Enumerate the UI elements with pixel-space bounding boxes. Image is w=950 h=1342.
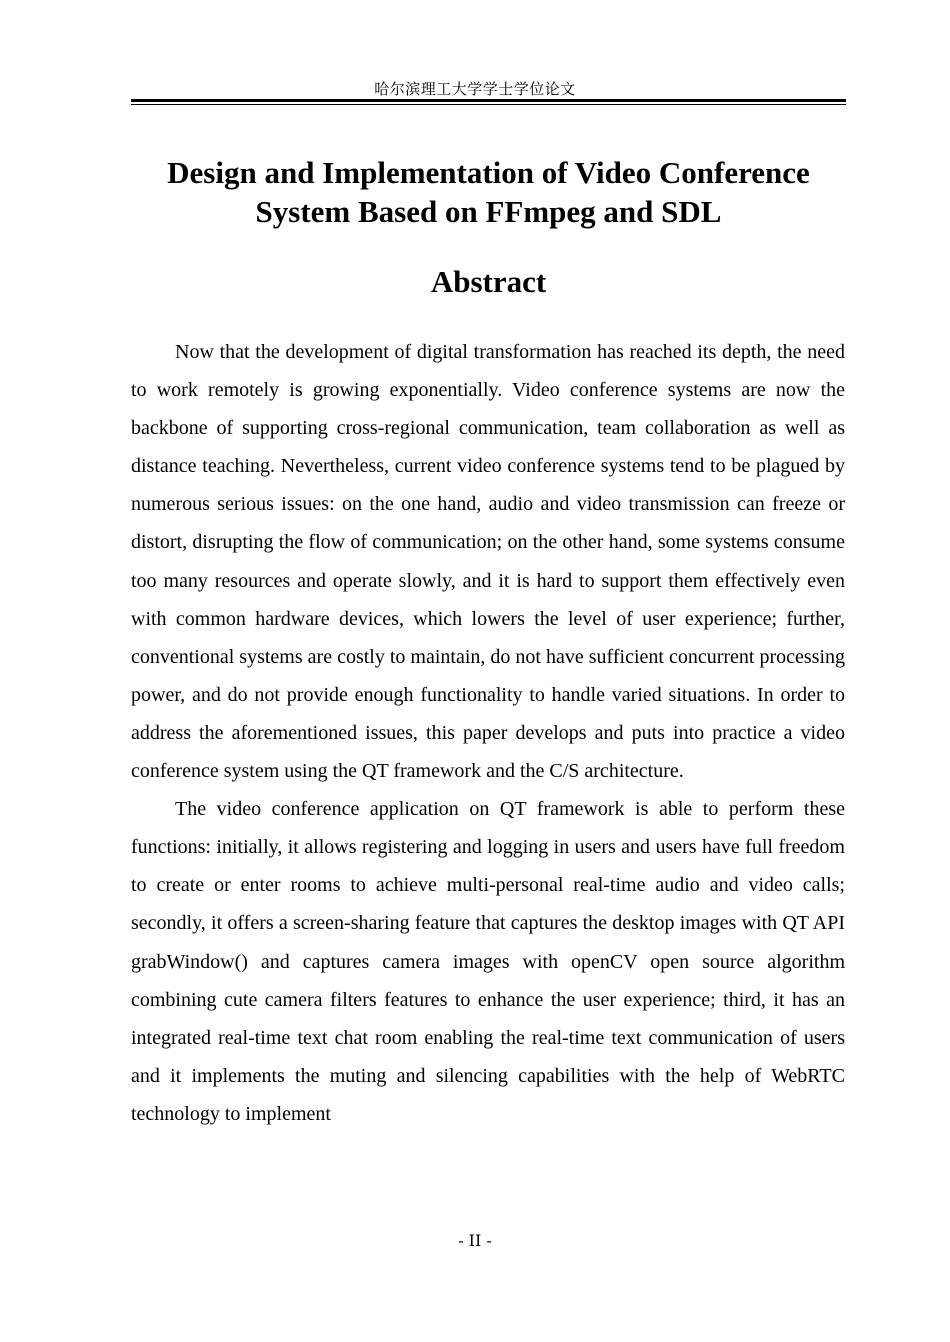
abstract-paragraph-2: The video conference application on QT framework is able to perform these functions: initially, it allows registering and logging in users and users have full freedom to create or enter rooms to achieve multi-personal real-time audio and video calls; secondly, it offers a screen-sharing feature that captures the desktop images with QT API grabWindow() and captures camera images with openCV open source algorithm combining cute camera filters features to enhance the user experience; third, it has an integrated real-time text chat room enabling the real-time text communication of users and it implements the muting and silencing capabilities with the help of WebRTC technology to implement [131,798,845,1125]
abstract-paragraph-1: Now that the development of digital transformation has reached its depth, the need to work remotely is growing exponentially. Video conference systems are now the backbone of supporting cross-regional communication, team collaboration as well as distance teaching. Nevertheless, current video conference systems tend to be plagued by numerous serious issues: on the one hand, audio and video transmission can freeze or distort, disrupting the flow of communication; on the other hand, some systems consume too many resources and operate slowly, and it is hard to support them effectively even with common hardware devices, which lowers the level of user experience; further, conventional systems are costly to maintain, do not have sufficient concurrent processing power, and do not provide enough functionality to handle varied situations. In order to address the aforementioned issues, this paper develops and puts into practice a video conference system using the QT framework and the C/S architecture. [131,341,845,783]
thesis-title: Design and Implementation of Video Conference System Based on FFmpeg and SDL [167,155,810,229]
header-rule-thick [131,99,846,102]
page-number: - II - [458,1231,492,1250]
header-rule-thin [131,104,846,105]
abstract-heading: Abstract [430,264,547,299]
running-header: 哈尔滨理工大学学士学位论文 [374,80,576,98]
abstract-body [131,333,845,1133]
